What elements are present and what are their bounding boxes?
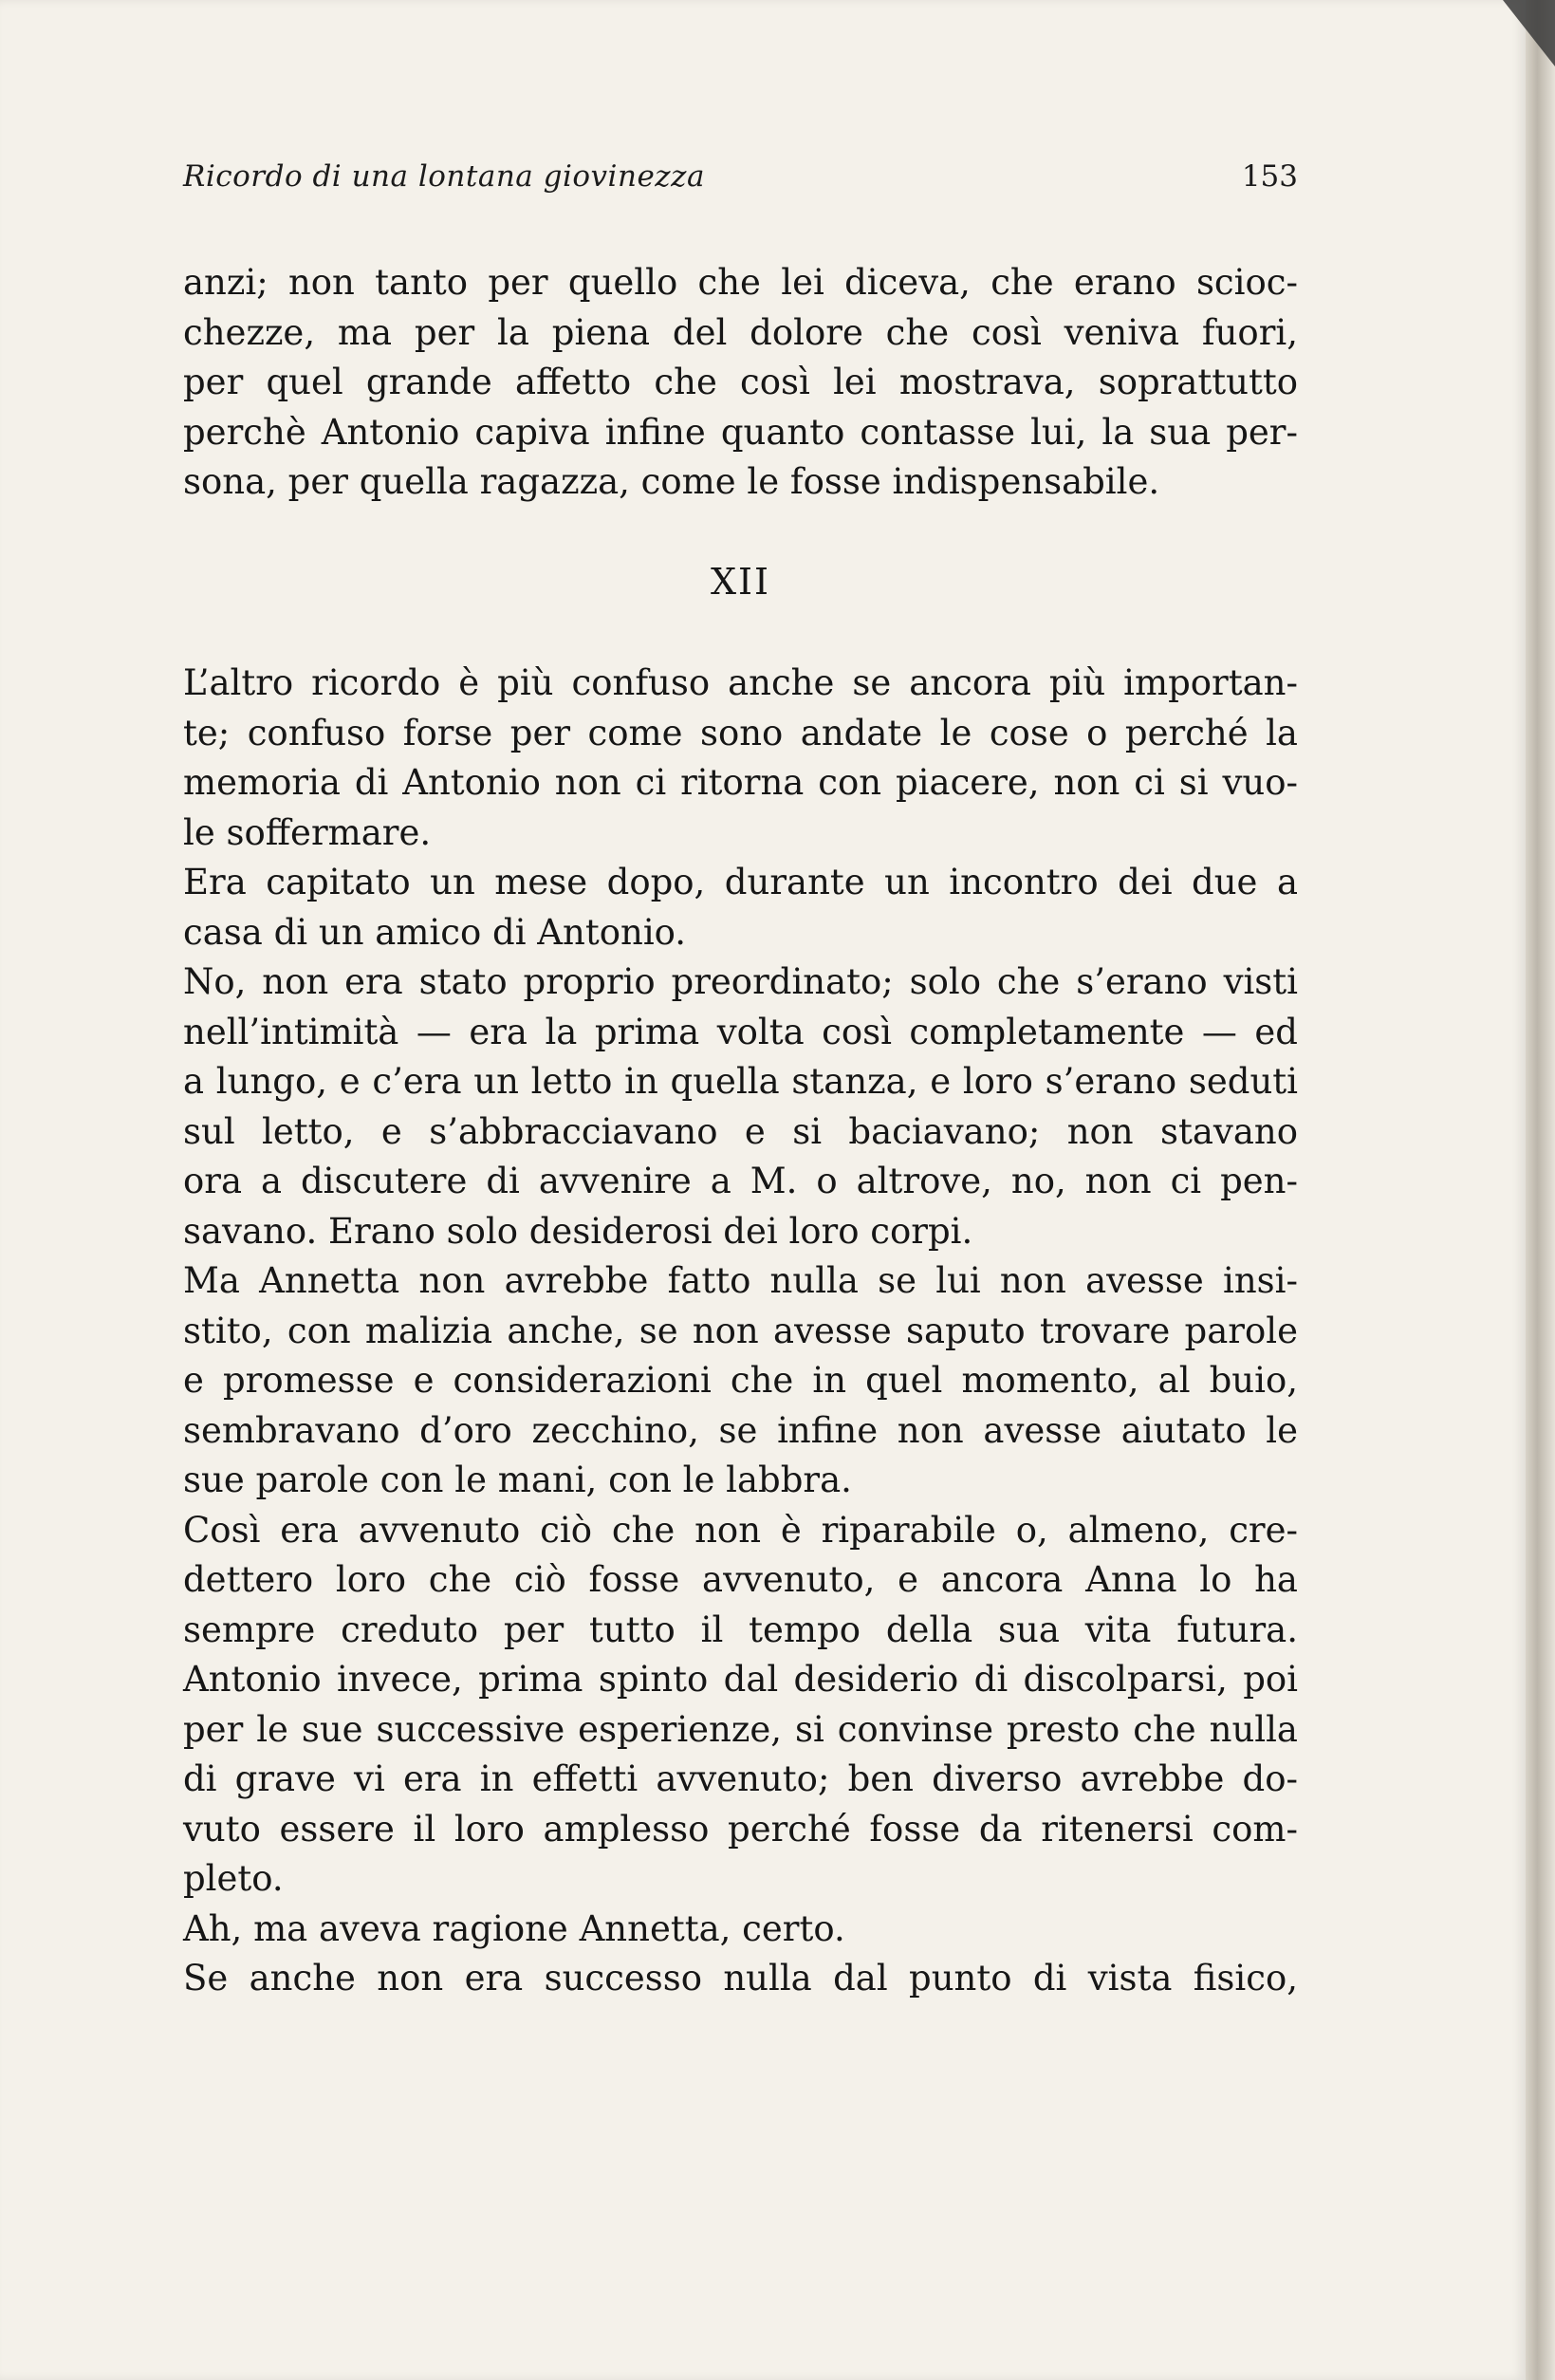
text-line: di grave vi era in effetti avvenuto; ben diverso avrebbe do-: [183, 1758, 1298, 1799]
text-block: [183, 258, 1298, 2004]
text-line: sempre creduto per tutto il tempo della sua vita futura.: [183, 1608, 1298, 1650]
text-line: chezze, ma per la piena del dolore che così veniva fuori,: [183, 311, 1298, 353]
text-line: sembravano d’oro zecchino, se infine non avesse aiutato le: [183, 1409, 1298, 1451]
corner-fold: [1503, 0, 1555, 66]
text-line: L’altro ricordo è più confuso anche se ancora più importan-: [183, 662, 1298, 703]
text-line: pleto.: [183, 1858, 284, 1899]
chapter-heading: XII: [710, 560, 771, 603]
text-line: sona, per quella ragazza, come le fosse indispensabile.: [183, 461, 1160, 502]
text-line: ora a discutere di avvenire a M. o altrove, no, non ci pen-: [183, 1161, 1298, 1201]
text-line: Ma Annetta non avrebbe fatto nulla se lui non avesse insi-: [183, 1260, 1298, 1301]
text-line: te; confuso forse per come sono andate le cose o perché la: [183, 712, 1298, 753]
page-edge: [1526, 0, 1555, 2380]
text-line: e promesse e considerazioni che in quel momento, al buio,: [183, 1360, 1298, 1401]
text-line: anzi; non tanto per quello che lei diceva, che erano scioc-: [183, 262, 1298, 303]
text-line: dettero loro che ciò fosse avvenuto, e ancora Anna lo ha: [183, 1559, 1298, 1600]
text-line: memoria di Antonio non ci ritorna con piacere, non ci si vuo-: [183, 762, 1298, 803]
text-line: vuto essere il loro amplesso perché fosse da ritenersi com-: [183, 1808, 1298, 1850]
text-line: per le sue successive esperienze, si convinse presto che nulla: [183, 1708, 1298, 1750]
text-line: Se anche non era successo nulla dal punto di vista fisico,: [183, 1958, 1298, 1999]
text-line: le soffermare.: [183, 811, 432, 853]
running-title: Ricordo di una lontana giovinezza: [183, 159, 705, 194]
text-line: perchè Antonio capiva infine quanto contasse lui, la sua per-: [183, 411, 1298, 453]
text-line: savano. Erano solo desiderosi dei loro corpi.: [183, 1210, 973, 1252]
text-line: per quel grande affetto che così lei mostrava, soprattutto: [183, 362, 1298, 402]
text-line: Antonio invece, prima spinto dal desiderio di discolparsi, poi: [183, 1659, 1298, 1700]
text-line: Era capitato un mese dopo, durante un incontro dei due a: [183, 862, 1298, 902]
text-line: sul letto, e s’abbracciavano e si baciavano; non stavano: [183, 1110, 1298, 1152]
text-line: nell’intimità — era la prima volta così completamente — ed: [183, 1011, 1298, 1052]
text-line: sue parole con le mani, con le labbra.: [183, 1460, 852, 1500]
text-line: casa di un amico di Antonio.: [183, 911, 687, 953]
text-line: stito, con malizia anche, se non avesse saputo trovare parole: [183, 1310, 1298, 1351]
text-line: Così era avvenuto ciò che non è riparabile o, almeno, cre-: [183, 1509, 1298, 1551]
text-line: No, non era stato proprio preordinato; solo che s’erano visti: [183, 961, 1298, 1002]
text-line: Ah, ma aveva ragione Annetta, certo.: [183, 1907, 845, 1949]
page-number: 153: [1241, 159, 1298, 194]
page-header: [183, 152, 1298, 199]
text-line: a lungo, e c’era un letto in quella stanza, e loro s’erano seduti: [183, 1061, 1298, 1102]
